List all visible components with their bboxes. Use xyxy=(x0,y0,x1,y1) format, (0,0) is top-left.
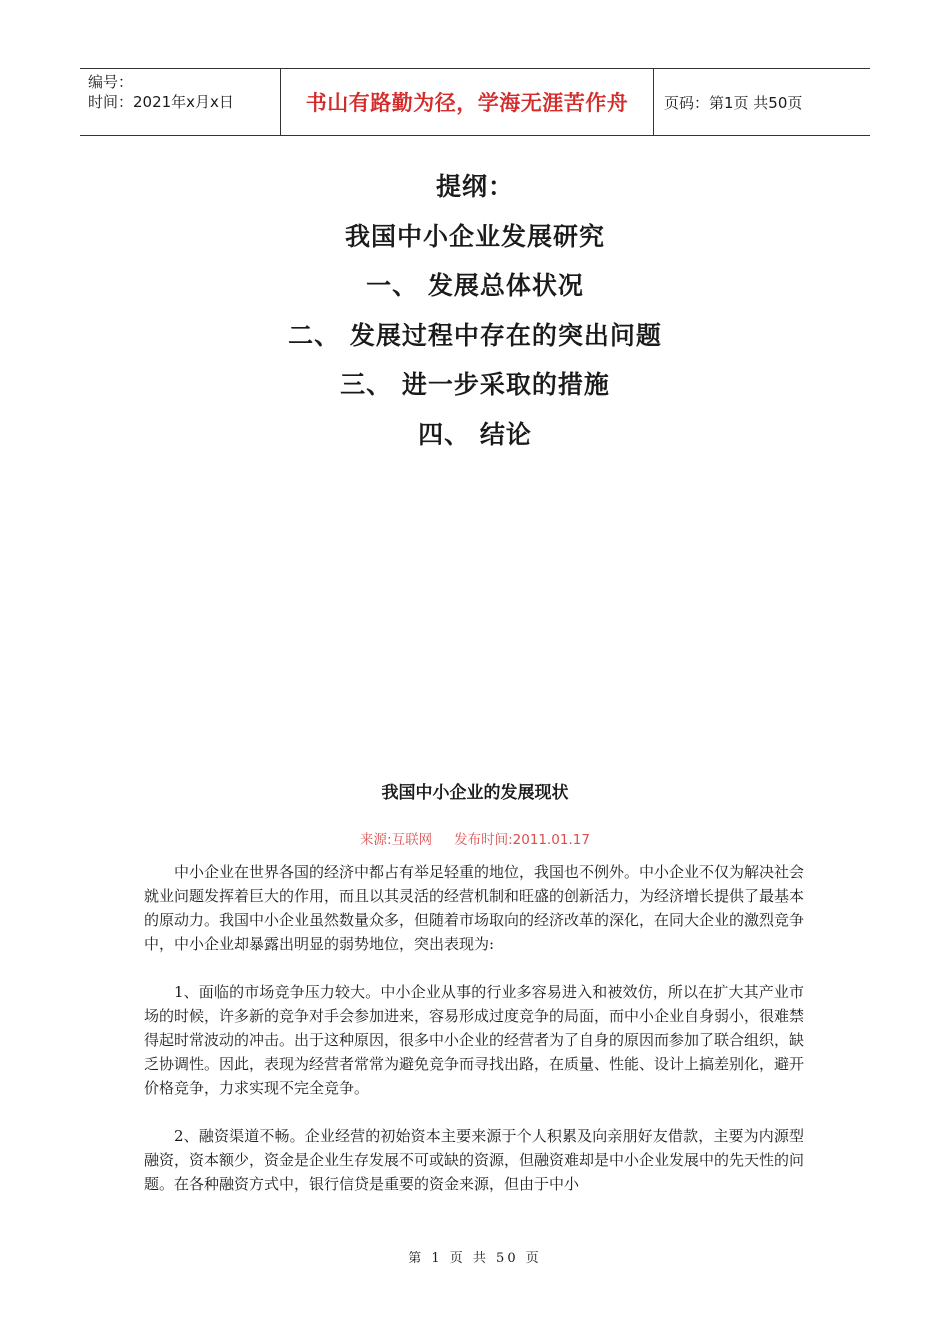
article-paragraph: 中小企业在世界各国的经济中都占有举足轻重的地位，我国也不例外。中小企业不仅为解决社会就业问题发挥着巨大的作用，而且以其灵活的经营机制和旺盛的创新活力，为经济增长提供了最基本的原动力。我国中小企业虽然数量众多，但随着市场取向的经济改革的深化，在同大企业的激烈竞争中，中小企业却暴露出明显的弱势地位，突出表现为: xyxy=(144,863,805,953)
article-source: 来源:互联网 xyxy=(360,832,433,848)
outline-heading: 提纲： xyxy=(435,172,514,201)
article-paragraph: 1、面临的市场竞争压力较大。中小企业从事的行业多容易进入和被效仿，所以在扩大其产业市场的时候，许多新的竞争对手会参加进来，容易形成过度竞争的局面，而中小企业自身弱小，很难禁得起时常波动的冲击。出于这种原因，很多中小企业的经营者为了自身的原因而参加了联合组织，缺乏协调性。因此，表现为经营者常常为避免竞争而寻找出路，在质量、性能、设计上搞差别化，避开价格竞争，力求实现不完全竞争。 xyxy=(144,983,805,1097)
header-motto: 书山有路勤为径，学海无涯苦作舟 xyxy=(281,69,654,135)
article-body xyxy=(144,860,804,1196)
outline-item-1: 一、 发展总体状况 xyxy=(366,271,584,300)
document-number-label: 编号： xyxy=(88,73,134,91)
outline-topic: 我国中小企业发展研究 xyxy=(344,221,605,251)
page-footer: 第 1 页 共 50 页 xyxy=(408,1251,542,1266)
outline-section xyxy=(0,162,950,459)
article-source-line xyxy=(0,828,950,848)
outline-item-4: 四、 结论 xyxy=(418,419,532,449)
article-paragraph: 2、融资渠道不畅。企业经营的初始资本主要来源于个人积累及向亲朋好友借款，主要为内源型融资，资本额少，资金是企业生存发展不可或缺的资源，但融资难却是中小企业发展中的先天性的问题。在各种融资方式中，银行信贷是重要的资金来源，但由于中小 xyxy=(144,1127,805,1193)
header-meta-cell xyxy=(80,69,281,135)
document-header xyxy=(80,68,870,136)
article-published-date: 发布时间:2011.01.17 xyxy=(454,832,590,848)
document-date: 时间：2021年x月x日 xyxy=(88,93,234,111)
outline-item-3: 三、 进一步采取的措施 xyxy=(340,370,610,399)
outline-item-2: 二、 发展过程中存在的突出问题 xyxy=(288,320,662,350)
header-page-info: 页码：第1页 共50页 xyxy=(664,93,803,112)
article-title: 我国中小企业的发展现状 xyxy=(381,783,569,803)
